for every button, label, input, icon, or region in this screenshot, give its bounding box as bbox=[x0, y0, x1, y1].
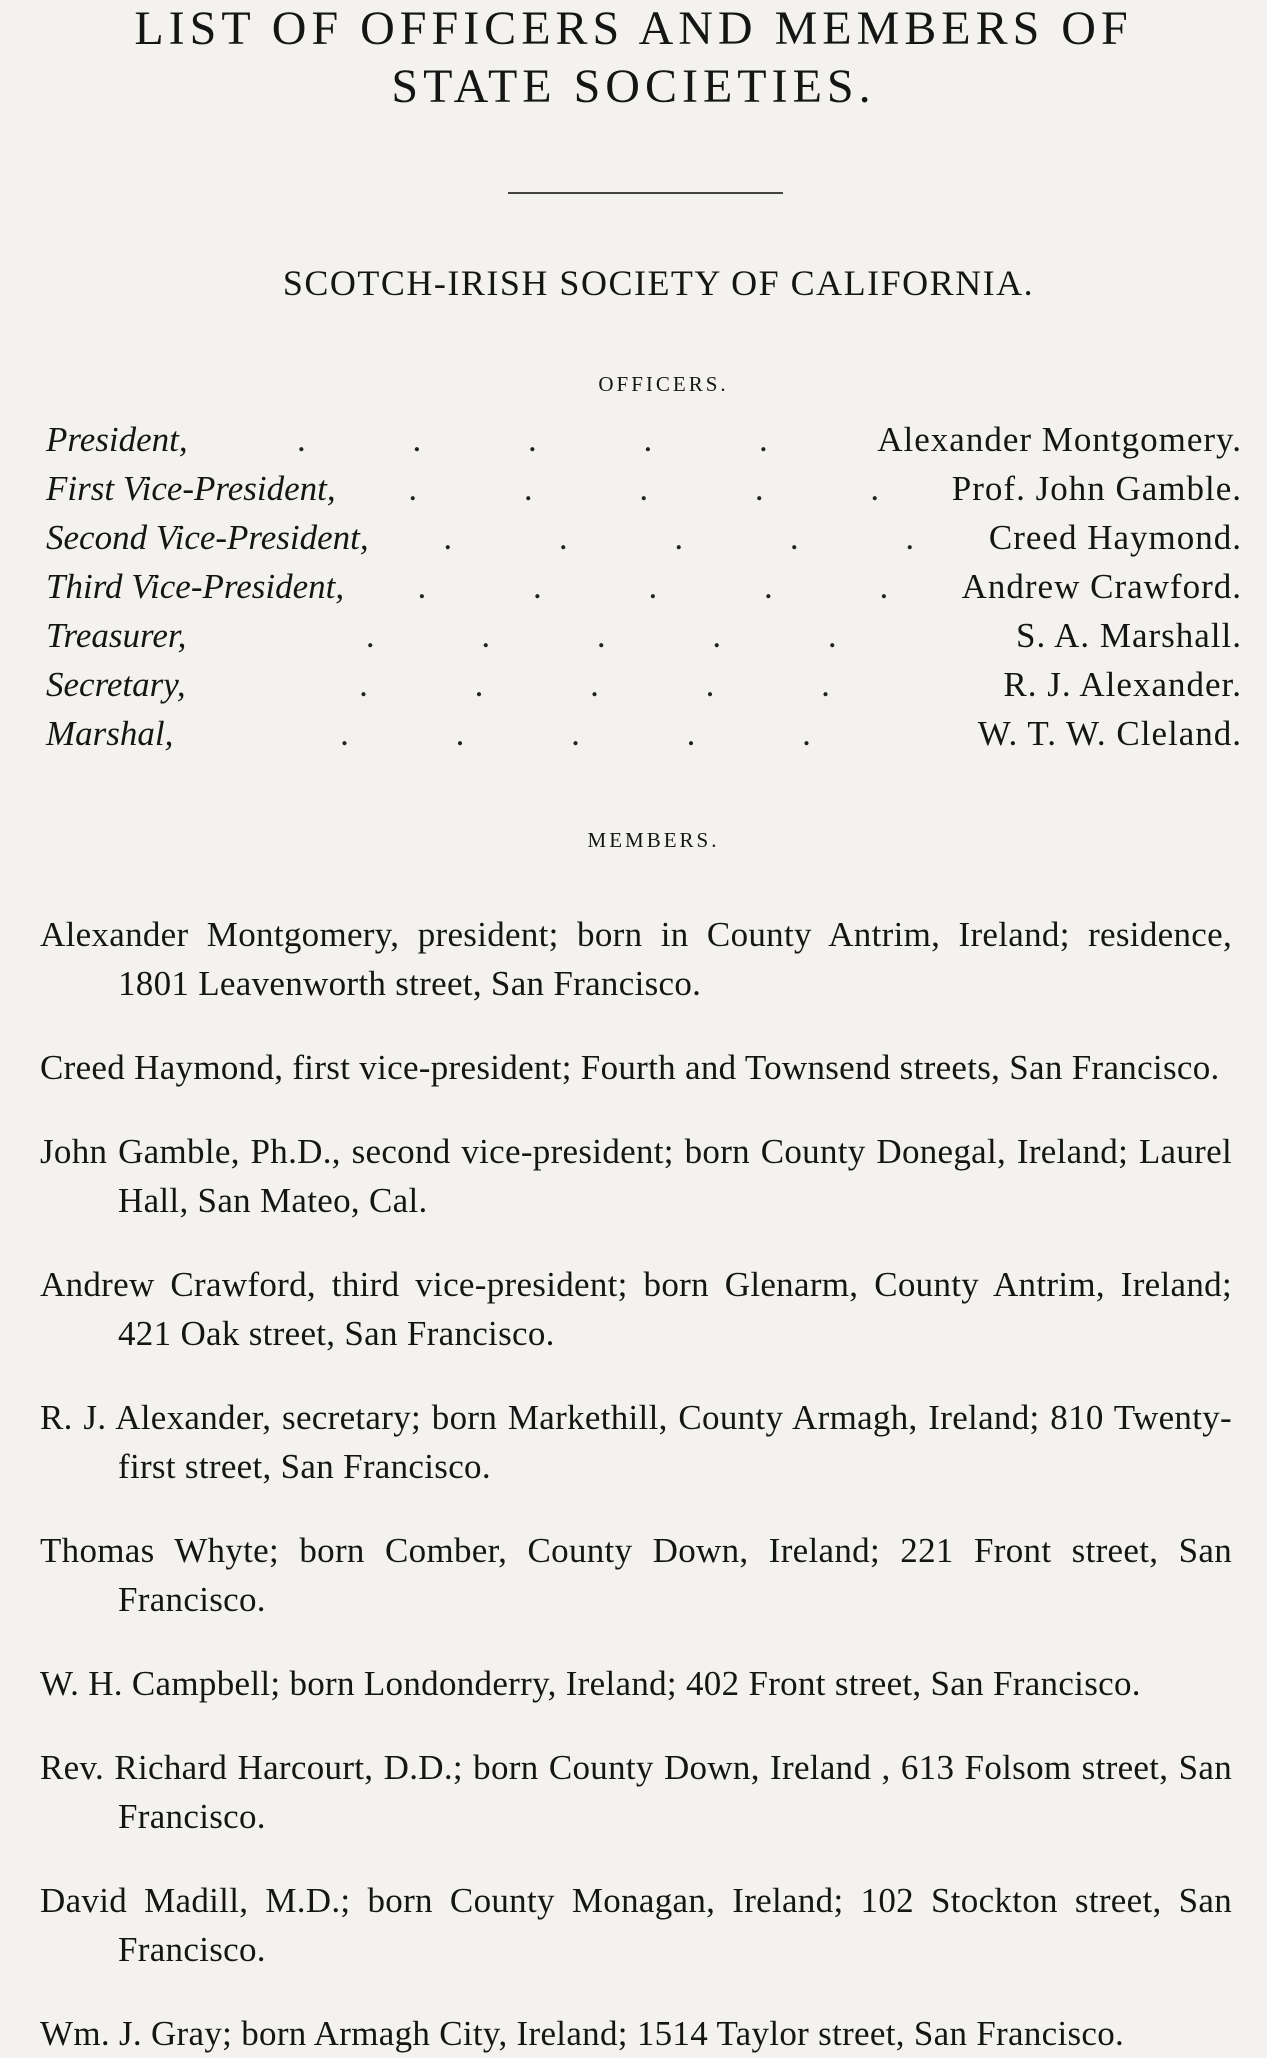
officer-name: Creed Haymond. bbox=[988, 518, 1242, 557]
member-entry: Rev. Richard Harcourt, D.D.; born County Down, Ireland , 613 Folsom street, San Francisco. bbox=[40, 1748, 1232, 1836]
leader-dots: . . . . . bbox=[297, 420, 768, 459]
officer-name: W. T. W. Cleland. bbox=[977, 714, 1242, 753]
officer-name: S. A. Marshall. bbox=[1016, 616, 1242, 655]
leader-dots: . . . . . bbox=[408, 469, 880, 508]
officer-row bbox=[46, 616, 1242, 665]
member-entry: Creed Haymond, first vice-president; Fourth and Townsend streets, San Francisco. bbox=[40, 1048, 1220, 1087]
officer-row bbox=[46, 714, 1242, 763]
officer-role: Treasurer, bbox=[46, 616, 187, 655]
leader-dots: . . . . . bbox=[417, 567, 889, 606]
section-divider bbox=[508, 192, 783, 194]
officer-role: First Vice-President, bbox=[46, 469, 336, 508]
member-entry: John Gamble, Ph.D., second vice-president; born County Donegal, Ireland; Laurel Hall, San Mateo, Cal. bbox=[40, 1132, 1232, 1220]
officer-role: Secretary, bbox=[46, 665, 186, 704]
member-entry: David Madill, M.D.; born County Monagan, Ireland; 102 Stockton street, San Francisco. bbox=[40, 1881, 1232, 1969]
society-title: SCOTCH-IRISH SOCIETY OF CALIFORNIA. bbox=[282, 263, 1035, 303]
officer-role: Marshal, bbox=[46, 714, 174, 753]
officer-name: Prof. John Gamble. bbox=[951, 469, 1242, 508]
page-title-line-1: LIST OF OFFICERS AND MEMBERS OF bbox=[134, 2, 1133, 55]
leader-dots: . . . . . bbox=[365, 616, 837, 655]
member-entry: Thomas Whyte; born Comber, County Down, Ireland; 221 Front street, San Francisco. bbox=[40, 1531, 1232, 1619]
member-entry: Alexander Montgomery, president; born in County Antrim, Ireland; residence, 1801 Leavenworth street, San Francisco. bbox=[40, 915, 1232, 1003]
page-title bbox=[0, 0, 1267, 116]
officer-name: R. J. Alexander. bbox=[1003, 665, 1242, 704]
officer-role: Third Vice-President, bbox=[46, 567, 345, 606]
officer-row bbox=[46, 469, 1242, 518]
members-list bbox=[40, 875, 1232, 2058]
member-entry: W. H. Campbell; born Londonderry, Ireland; 402 Front street, San Francisco. bbox=[40, 1664, 1141, 1703]
member-entry: R. J. Alexander, secretary; born Markethill, County Armagh, Ireland; 810 Twenty-first street, San Francisco. bbox=[40, 1398, 1232, 1486]
officer-name: Alexander Montgomery. bbox=[877, 420, 1242, 459]
leader-dots: . . . . . bbox=[359, 665, 830, 704]
officers-heading: OFFICERS. bbox=[598, 372, 729, 396]
member-entry: Andrew Crawford, third vice-president; born Glenarm, County Antrim, Ireland; 421 Oak street, San Francisco. bbox=[40, 1265, 1232, 1353]
officer-row bbox=[46, 567, 1242, 616]
officer-row bbox=[46, 420, 1242, 469]
officer-role: Second Vice-President, bbox=[46, 518, 369, 557]
members-heading: MEMBERS. bbox=[587, 828, 720, 852]
officer-name: Andrew Crawford. bbox=[961, 567, 1242, 606]
officers-list bbox=[46, 420, 1242, 763]
leader-dots: . . . . . bbox=[340, 714, 811, 753]
member-entry: Wm. J. Gray; born Armagh City, Ireland; 1514 Taylor street, San Francisco. bbox=[40, 2014, 1125, 2053]
leader-dots: . . . . . bbox=[443, 518, 915, 557]
officer-row bbox=[46, 665, 1242, 714]
officer-role: President, bbox=[46, 420, 188, 459]
officer-row bbox=[46, 518, 1242, 567]
page-title-line-2: STATE SOCIETIES. bbox=[391, 60, 876, 113]
